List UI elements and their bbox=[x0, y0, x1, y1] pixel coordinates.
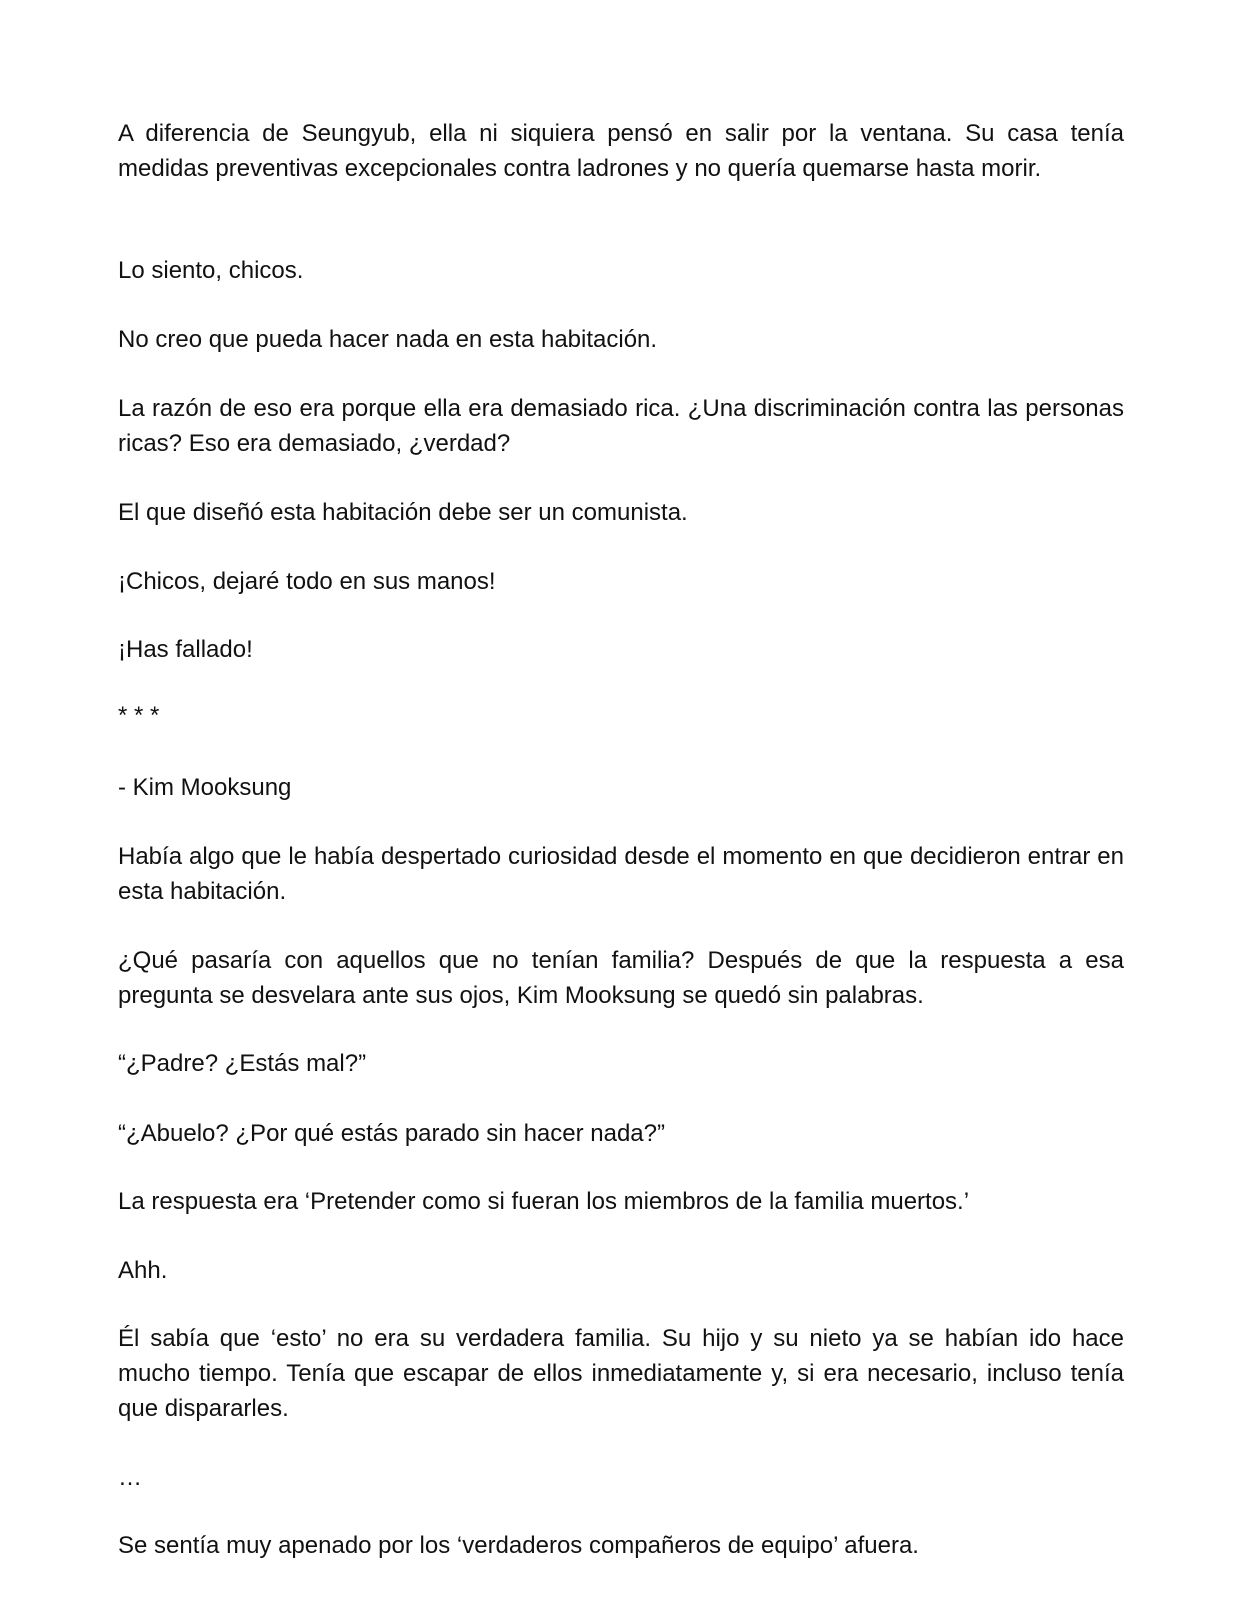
dialogue-line: “¿Padre? ¿Estás mal?” bbox=[118, 1050, 367, 1077]
paragraph: ¡Chicos, dejaré todo en sus manos! bbox=[118, 568, 496, 595]
ellipsis-line: … bbox=[118, 1464, 142, 1491]
paragraph: No creo que pueda hacer nada en esta habitación. bbox=[118, 326, 658, 353]
scene-break: * * * bbox=[118, 702, 160, 729]
section-heading: - Kim Mooksung bbox=[118, 774, 292, 801]
paragraph: Ahh. bbox=[118, 1257, 168, 1284]
paragraph: Él sabía que ‘esto’ no era su verdadera familia. Su hijo y su nieto ya se habían ido hace mucho tiempo. Tenía que escapar de ellos inmediatamente y, si era necesario, incluso tenía que dispararles. bbox=[118, 1325, 1124, 1422]
paragraph: Se sentía muy apenado por los ‘verdaderos compañeros de equipo’ afuera. bbox=[118, 1532, 919, 1559]
paragraph: A diferencia de Seungyub, ella ni siquiera pensó en salir por la ventana. Su casa tenía medidas preventivas excepcionales contra ladrones y no quería quemarse hasta morir. bbox=[118, 120, 1124, 182]
paragraph: La respuesta era ‘Pretender como si fueran los miembros de la familia muertos.’ bbox=[118, 1188, 970, 1215]
dialogue-line: “¿Abuelo? ¿Por qué estás parado sin hacer nada?” bbox=[118, 1120, 665, 1147]
paragraph: ¡Has fallado! bbox=[118, 636, 253, 663]
paragraph: Había algo que le había despertado curiosidad desde el momento en que decidieron entrar en esta habitación. bbox=[118, 843, 1124, 905]
paragraph: La razón de eso era porque ella era demasiado rica. ¿Una discriminación contra las personas ricas? Eso era demasiado, ¿verdad? bbox=[118, 395, 1124, 457]
paragraph: ¿Qué pasaría con aquellos que no tenían familia? Después de que la respuesta a esa pregunta se desvelara ante sus ojos, Kim Mooksung se quedó sin palabras. bbox=[118, 947, 1124, 1009]
paragraph: Lo siento, chicos. bbox=[118, 257, 304, 284]
paragraph: El que diseñó esta habitación debe ser un comunista. bbox=[118, 499, 688, 526]
